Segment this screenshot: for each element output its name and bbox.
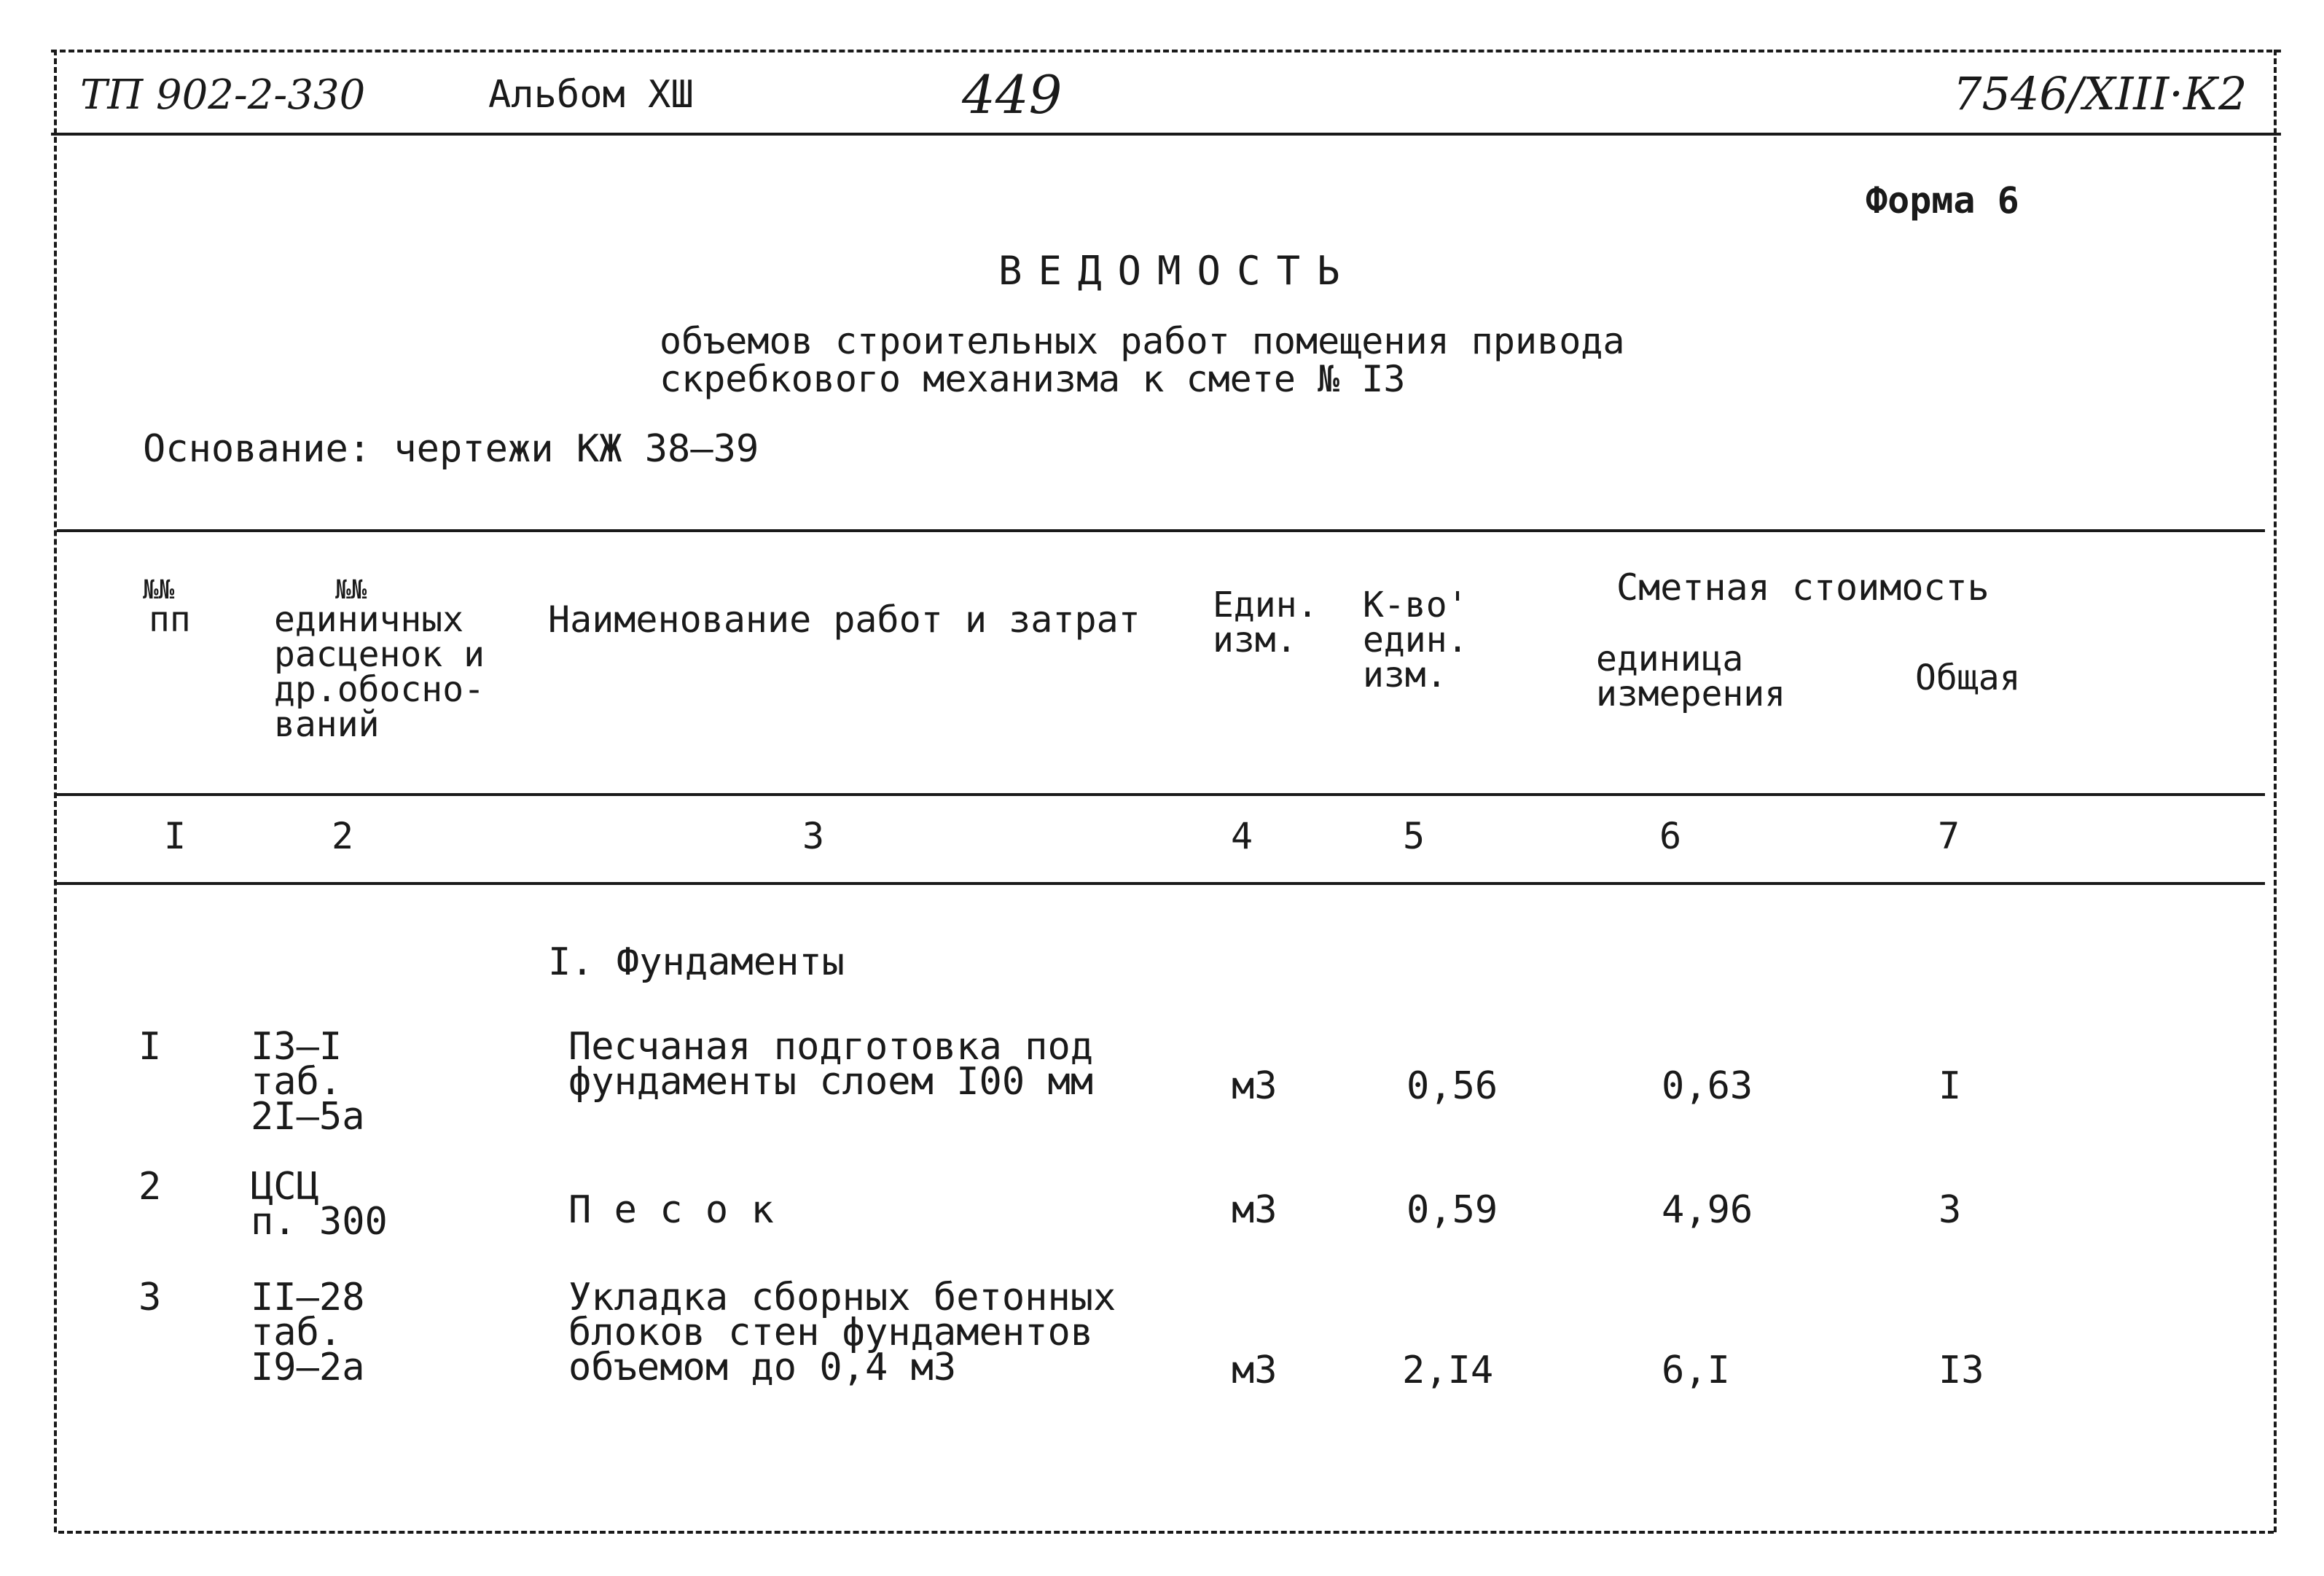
column-number: 6 bbox=[1659, 815, 1682, 857]
col2-mark: №№ bbox=[335, 575, 367, 605]
row2-num: 2 bbox=[138, 1165, 162, 1209]
column-number: 5 bbox=[1402, 815, 1425, 857]
col5-header: К-во' един. изм. bbox=[1363, 585, 1468, 695]
row1-name: Песчаная подготовка под фундаменты слоем I00 мм bbox=[568, 1025, 1094, 1104]
row2-name: П е с о к bbox=[568, 1188, 774, 1232]
section-heading: I. Фундаменты bbox=[548, 940, 845, 984]
row2-unit: м3 bbox=[1232, 1188, 1278, 1232]
table-top-rule bbox=[57, 529, 2265, 532]
column-number: 3 bbox=[802, 815, 825, 857]
row2-qty: 0,59 bbox=[1406, 1188, 1498, 1232]
stamp-album: Альбом ХШ bbox=[488, 73, 694, 117]
stamp-archive-code: 7546/XIII·К2 bbox=[1953, 67, 2247, 120]
row1-unit-cost: 0,63 bbox=[1662, 1064, 1753, 1108]
row3-name: Укладка сборных бетонных блоков стен фундаментов объемом до 0,4 м3 bbox=[568, 1276, 1116, 1389]
document-title: ВЕДОМОСТЬ bbox=[998, 248, 1356, 294]
col1-header: пп bbox=[149, 599, 191, 640]
row2-unit-cost: 4,96 bbox=[1662, 1188, 1753, 1232]
row3-num: 3 bbox=[138, 1276, 162, 1319]
col1-mark: №№ bbox=[143, 575, 175, 605]
row1-num: I bbox=[138, 1025, 162, 1069]
col2-header: единичных расценок и др.обосно- ваний bbox=[274, 599, 485, 745]
column-number: 2 bbox=[331, 815, 354, 857]
row3-qty: 2,I4 bbox=[1402, 1349, 1494, 1392]
stamp-page-number: 449 bbox=[962, 64, 1063, 125]
col4-header: Един. изм. bbox=[1213, 585, 1318, 660]
row2-total: 3 bbox=[1938, 1188, 1962, 1232]
column-number: 4 bbox=[1230, 815, 1253, 857]
frame-top-border bbox=[51, 50, 2281, 52]
cost-group-header: Сметная стоимость bbox=[1616, 566, 1990, 609]
row3-unit: м3 bbox=[1232, 1349, 1278, 1392]
stamp-project-code: ТП 902-2-330 bbox=[80, 71, 366, 119]
row3-total: I3 bbox=[1938, 1349, 1984, 1392]
frame-right-border bbox=[2274, 50, 2277, 1532]
header-bottom-rule bbox=[57, 793, 2265, 796]
stamp-bottom-border bbox=[51, 133, 2281, 136]
frame-bottom-border bbox=[58, 1531, 2274, 1534]
column-number: I bbox=[163, 815, 187, 857]
row3-unit-cost: 6,I bbox=[1662, 1349, 1730, 1392]
document-subtitle-line1: объемов строительных работ помещения привода bbox=[660, 320, 1625, 362]
col7-header: Общая bbox=[1915, 658, 2021, 698]
document-subtitle-line2: скребкового механизма к смете № I3 bbox=[660, 358, 1406, 400]
row3-code: II–28 таб. I9–2а bbox=[251, 1276, 365, 1389]
col6-header: единица измерения bbox=[1596, 639, 1786, 714]
row2-code: ЦСЦ п. 300 bbox=[251, 1165, 388, 1244]
row1-qty: 0,56 bbox=[1406, 1064, 1498, 1108]
basis-note: Основание: чертежи КЖ 38–39 bbox=[143, 427, 759, 471]
row1-code: I3–I таб. 2I–5а bbox=[251, 1025, 365, 1139]
row1-unit: м3 bbox=[1232, 1064, 1278, 1108]
col3-header: Наименование работ и затрат bbox=[548, 598, 1141, 641]
frame-left-border bbox=[54, 50, 57, 1532]
row1-total: I bbox=[1938, 1064, 1962, 1108]
column-numbers-bottom-rule bbox=[57, 882, 2265, 885]
column-number: 7 bbox=[1937, 815, 1960, 857]
form-label: Форма 6 bbox=[1866, 179, 2019, 222]
